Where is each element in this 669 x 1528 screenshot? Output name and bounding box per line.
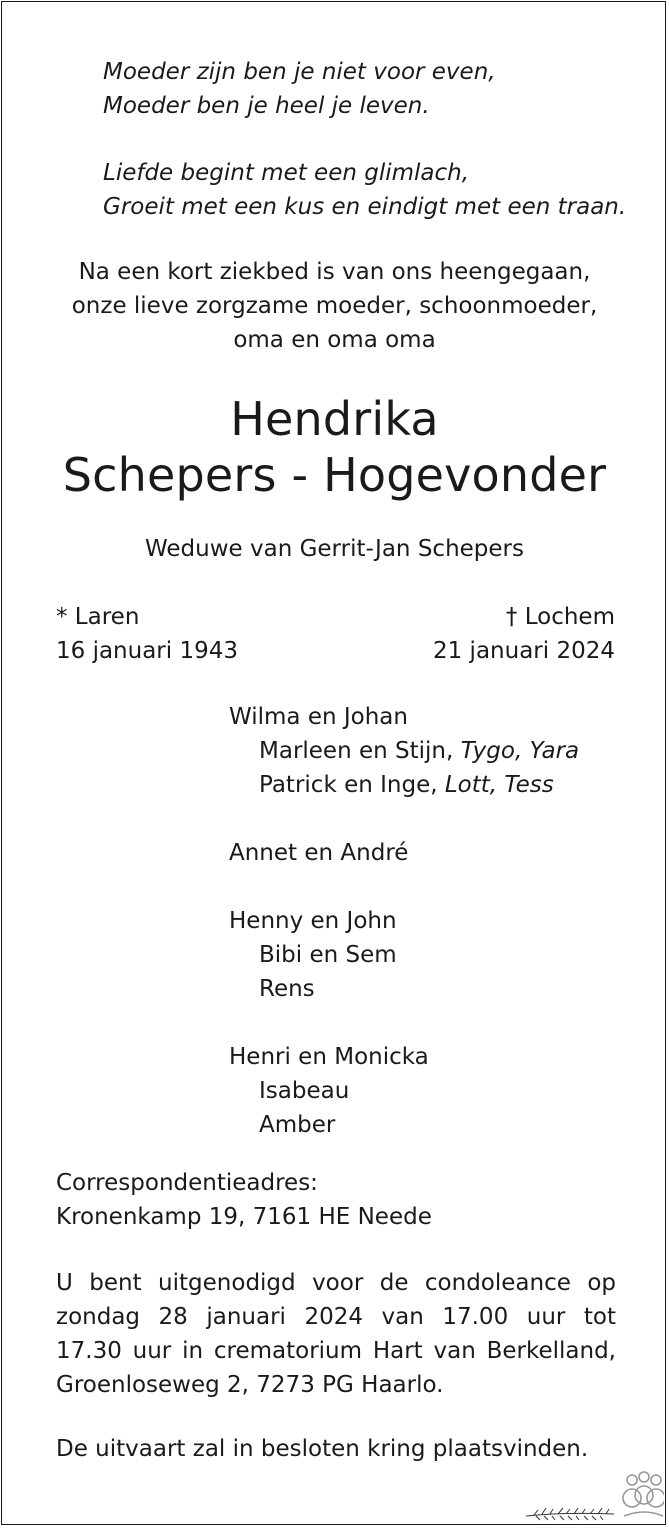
poem-stanza-2	[103, 156, 626, 224]
family-head: Wilma en Johan	[229, 704, 408, 730]
birth-place: * Laren	[56, 604, 140, 630]
deceased-surname: Schepers - Hogevonder	[62, 448, 607, 502]
family-sub: Rens	[259, 976, 315, 1002]
birth-date: 16 januari 1943	[56, 638, 239, 664]
intro-text	[0, 255, 669, 357]
correspondence-address: Kronenkamp 19, 7161 HE Neede	[56, 1204, 432, 1230]
intro-line: Na een kort ziekbed is van ons heengegaan,	[78, 259, 591, 285]
intro-line: oma en oma oma	[233, 327, 436, 353]
family-sub: Amber	[259, 1112, 336, 1138]
condolence-line: Groenloseweg 2, 7273 PG Haarlo.	[56, 1372, 444, 1398]
family-sub: Isabeau	[259, 1078, 350, 1104]
family-head: Henny en John	[229, 908, 397, 934]
family-head: Annet en André	[229, 840, 409, 866]
poem-stanza-1	[103, 55, 496, 123]
funeral-text: De uitvaart zal in besloten kring plaatsvinden.	[56, 1436, 589, 1462]
family-sub: Patrick en Inge, Lott, Tess	[259, 772, 554, 798]
family-head: Henri en Monicka	[229, 1044, 429, 1070]
correspondence	[56, 1166, 432, 1234]
grandchildren: Lott, Tess	[444, 772, 554, 798]
poem-line: Groeit met een kus en eindigt met een traan.	[103, 194, 627, 220]
birth-info	[56, 600, 238, 668]
correspondence-label: Correspondentieadres:	[56, 1170, 318, 1196]
poem-line: Moeder zijn ben je niet voor even,	[103, 59, 496, 85]
death-date: 21 januari 2024	[432, 638, 615, 664]
family-list	[229, 700, 579, 1142]
deceased-first-name: Hendrika	[230, 392, 439, 446]
family-sub: Marleen en Stijn, Tygo, Yara	[259, 738, 580, 764]
condolence-line: zondag 28 januari 2024 van 17.00 uur tot	[56, 1304, 616, 1330]
family-circles-logo-icon	[524, 1470, 664, 1522]
condolence-line: U bent uitgenodigd voor de condoleance op	[56, 1270, 616, 1296]
olive-branch-icon	[526, 1508, 614, 1520]
death-place: † Lochem	[505, 604, 615, 630]
condolence-line: 17.30 uur in crematorium Hart van Berkelland,	[56, 1338, 616, 1364]
condolence-text	[56, 1266, 616, 1402]
poem-line: Liefde begint met een glimlach,	[103, 160, 470, 186]
family-sub: Bibi en Sem	[259, 942, 397, 968]
poem-line: Moeder ben je heel je leven.	[103, 93, 430, 119]
widow-of: Weduwe van Gerrit-Jan Schepers	[145, 536, 524, 562]
intro-line: onze lieve zorgzame moeder, schoonmoeder,	[71, 293, 598, 319]
death-info	[433, 600, 615, 668]
grandchildren: Tygo, Yara	[460, 738, 580, 764]
